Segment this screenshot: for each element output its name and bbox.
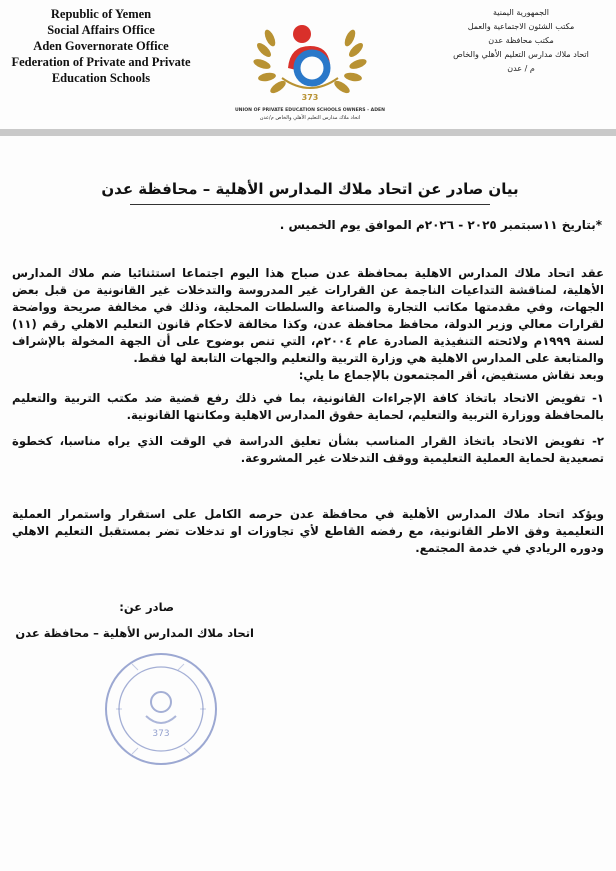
header-en-line: Social Affairs Office xyxy=(47,23,155,37)
issuer-name: اتحاد ملاك المدارس الأهلية – محافظة عدن xyxy=(15,626,254,640)
header-en-line: Aden Governorate Office xyxy=(33,39,169,53)
issued-by-label: صادر عن: xyxy=(119,600,174,614)
official-stamp xyxy=(102,650,220,768)
stamp-number: 373 xyxy=(152,729,170,739)
paragraph-intro: عقد اتحاد ملاك المدارس الاهلية بمحافظة عدن صباح هذا اليوم اجتماعا استثنائيا ضم ملاك المدارس الأهلية، لمناقشة التداعيات الناجمة عن القرارات غير المدروسة والتدخلات غير القانونية من قبل بعض الجهات، وفي مقدمتها مكاتب التجارة والصناعة والسلطات المحلية، وذلك في مخالفة صريحة وواضحة لقرارات معالي وزير الدولة، محافظ محافظة عدن، وكذا مخالفة لاحكام قانون التعليم الاهلي رقم (١١) لسنة ١٩٩٩م ولائحته التنفيذية الصادرة عام ٢٠٠٤م، التي تنص بوضوح على أن الجهة المخولة بالإشراف والمتابعة على المدارس الاهلية هي وزارة التربية والتعليم والجهات التابعة لها فقط. xyxy=(12,266,604,365)
figure-head-icon xyxy=(293,25,311,43)
resolution-item-2: ٢- تفويض الاتحاد باتخاذ القرار المناسب بشأن تعليق الدراسة في الوقت الذي يراه مناسبا، كخطوة تصعيدية لحماية العملية التعليمية ووقف التدخلات غير المشروعة. xyxy=(12,434,604,465)
header-ar-line: مكتب الشئون الاجتماعية والعمل xyxy=(467,22,575,31)
statement-date: *بتاريخ ١١سبتمبر ٢٠٢٥ - ٢٠٢٦م الموافق يوم الخميس . xyxy=(279,218,602,232)
header-en-line: Education Schools xyxy=(51,71,151,85)
header-ar-line: اتحاد ملاك مدارس التعليم الأهلي والخاص xyxy=(453,50,589,59)
logo-caption-en: UNION OF PRIVATE EDUCATION SCHOOLS OWNERS - ADEN xyxy=(234,108,386,113)
statement-title: بيان صادر عن اتحاد ملاك المدارس الأهلية – محافظة عدن xyxy=(101,180,519,198)
figure-ring-icon xyxy=(297,53,327,83)
header-english xyxy=(6,6,196,86)
paragraph-closing: ويؤكد اتحاد ملاك المدارس الأهلية في محافظة عدن حرصه الكامل على استقرار واستمرار العملية التعليمية وفق الاطر القانونية، مع رفضه القاطع لأي تجاوزات او تدخلات تضر بمستقبل التعليم الاهلي ودوره الريادي في خدمة المجتمع. xyxy=(12,507,604,555)
logo-number: 373 xyxy=(301,93,319,102)
header-ar-line: م / عدن xyxy=(507,64,535,73)
stamp-emblem-icon xyxy=(151,692,171,712)
header-en-line: Republic of Yemen xyxy=(50,7,152,21)
header-ar-line: الجمهورية اليمنية xyxy=(492,8,549,17)
paragraph-resolution-lead: وبعد نقاش مستفيض، أقر المجتمعون بالإجماع ما يلي: xyxy=(298,368,604,382)
header-en-line: Federation of Private and Private xyxy=(11,55,191,69)
resolution-item-1: ١- تفويض الاتحاد باتخاذ كافة الإجراءات القانونية، بما في ذلك رفع قضية ضد مكتب التربية والتعليم بالمحافظة ووزارة التربية والتعليم، لحماية حقوق المدارس الاهلية ومكانتها القانونية. xyxy=(12,391,604,422)
title-underline xyxy=(130,204,490,205)
header-divider xyxy=(0,129,616,136)
union-logo xyxy=(240,8,380,106)
header-arabic xyxy=(436,6,606,76)
logo-caption-ar: اتحاد ملاك مدارس التعليم الأهلي والخاص م/عدن xyxy=(259,115,361,121)
header-ar-line: مكتب محافظة عدن xyxy=(488,36,554,45)
